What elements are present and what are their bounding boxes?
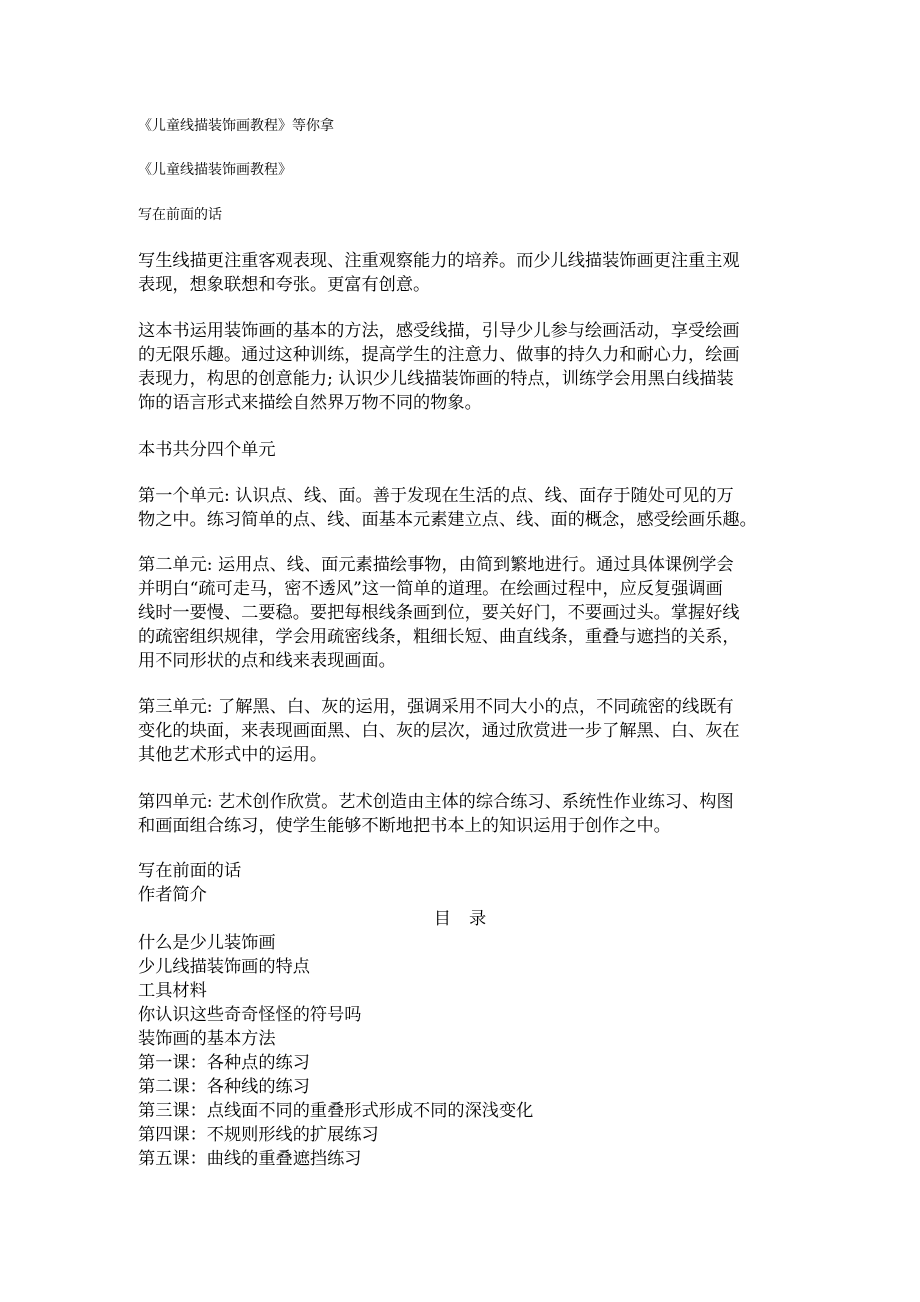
title-line: 《儿童线描装饰画教程》等你拿 [138,118,334,134]
text-line: 表现，想象联想和夸张。更富有创意。 [138,275,431,295]
text-line: 并明白“疏可走马，密不透风”这一简单的道理。在绘画过程中，应反复强调画 [138,579,723,599]
intro-paragraph-2 [138,319,788,415]
unit-4-paragraph [138,790,788,838]
text-line: 其他艺术形式中的运用。 [138,745,328,765]
toc-item: 第三课：点线面不同的重叠形式形成不同的深浅变化 [138,1101,534,1121]
text-line: 用不同形状的点和线来表现画面。 [138,651,396,671]
text-line: 表现力，构思的创意能力; 认识少儿线描装饰画的特点，训练学会用黑白线描装 [138,369,734,389]
toc-item: 什么是少儿装饰画 [138,933,276,953]
text-line: 饰的语言形式来描绘自然界万物不同的物象。 [138,393,482,413]
text-line: 变化的块面，来表现画面黑、白、灰的层次，通过欣赏进一步了解黑、白、灰在 [138,721,740,741]
toc-item: 你认识这些奇奇怪怪的符号吗 [138,1005,362,1025]
unit-1-paragraph [138,484,788,532]
intro-paragraph-1 [138,249,788,297]
toc-item: 第二课：各种线的练习 [138,1077,310,1097]
text-line: 和画面组合练习，使学生能够不断地把书本上的知识运用于创作之中。 [138,816,671,836]
text-line: 第三单元: 了解黑、白、灰的运用，强调采用不同大小的点，不同疏密的线既有 [138,697,734,717]
unit-3-paragraph [138,695,788,767]
toc-item: 第四课：不规则形线的扩展练习 [138,1125,379,1145]
text-line: 第四单元: 艺术创作欣赏。艺术创造由主体的综合练习、系统性作业练习、构图 [138,792,734,812]
text-line: 的无限乐趣。通过这种训练，提高学生的注意力、做事的持久力和耐心力，绘画 [138,345,740,365]
units-intro [138,438,788,462]
unit-2-paragraph [138,553,788,673]
toc-item: 工具材料 [138,981,207,1001]
toc-item: 装饰画的基本方法 [138,1029,276,1049]
toc-preface: 写在前面的话 [138,861,242,881]
book-title: 《儿童线描装饰画教程》 [138,162,292,178]
text-line: 写生线描更注重客观表现、注重观察能力的培养。而少儿线描装饰画更注重主观 [138,251,740,271]
text-line: 本书共分四个单元 [138,440,276,460]
toc-author: 作者简介 [138,885,207,905]
toc-title: 目录 [433,909,505,929]
text-line: 第一个单元: 认识点、线、面。善于发现在生活的点、线、面存于随处可见的万 [138,486,734,506]
toc-item: 第五课：曲线的重叠遮挡练习 [138,1149,362,1169]
text-line: 第二单元: 运用点、线、面元素描绘事物，由简到繁地进行。通过具体课例学会 [138,555,734,575]
text-line: 线时一要慢、二要稳。要把每根线条画到位，要关好门，不要画过头。掌握好线 [138,603,740,623]
text-line: 的疏密组织规律，学会用疏密线条，粗细长短、曲直线条，重叠与遮挡的关系， [138,627,740,647]
text-line: 物之中。练习简单的点、线、面基本元素建立点、线、面的概念，感受绘画乐趣。 [138,510,757,530]
toc-item: 第一课：各种点的练习 [138,1053,310,1073]
text-line: 这本书运用装饰画的基本的方法，感受线描，引导少儿参与绘画活动，享受绘画 [138,321,740,341]
preface-heading: 写在前面的话 [138,207,222,223]
toc-item: 少儿线描装饰画的特点 [138,957,310,977]
